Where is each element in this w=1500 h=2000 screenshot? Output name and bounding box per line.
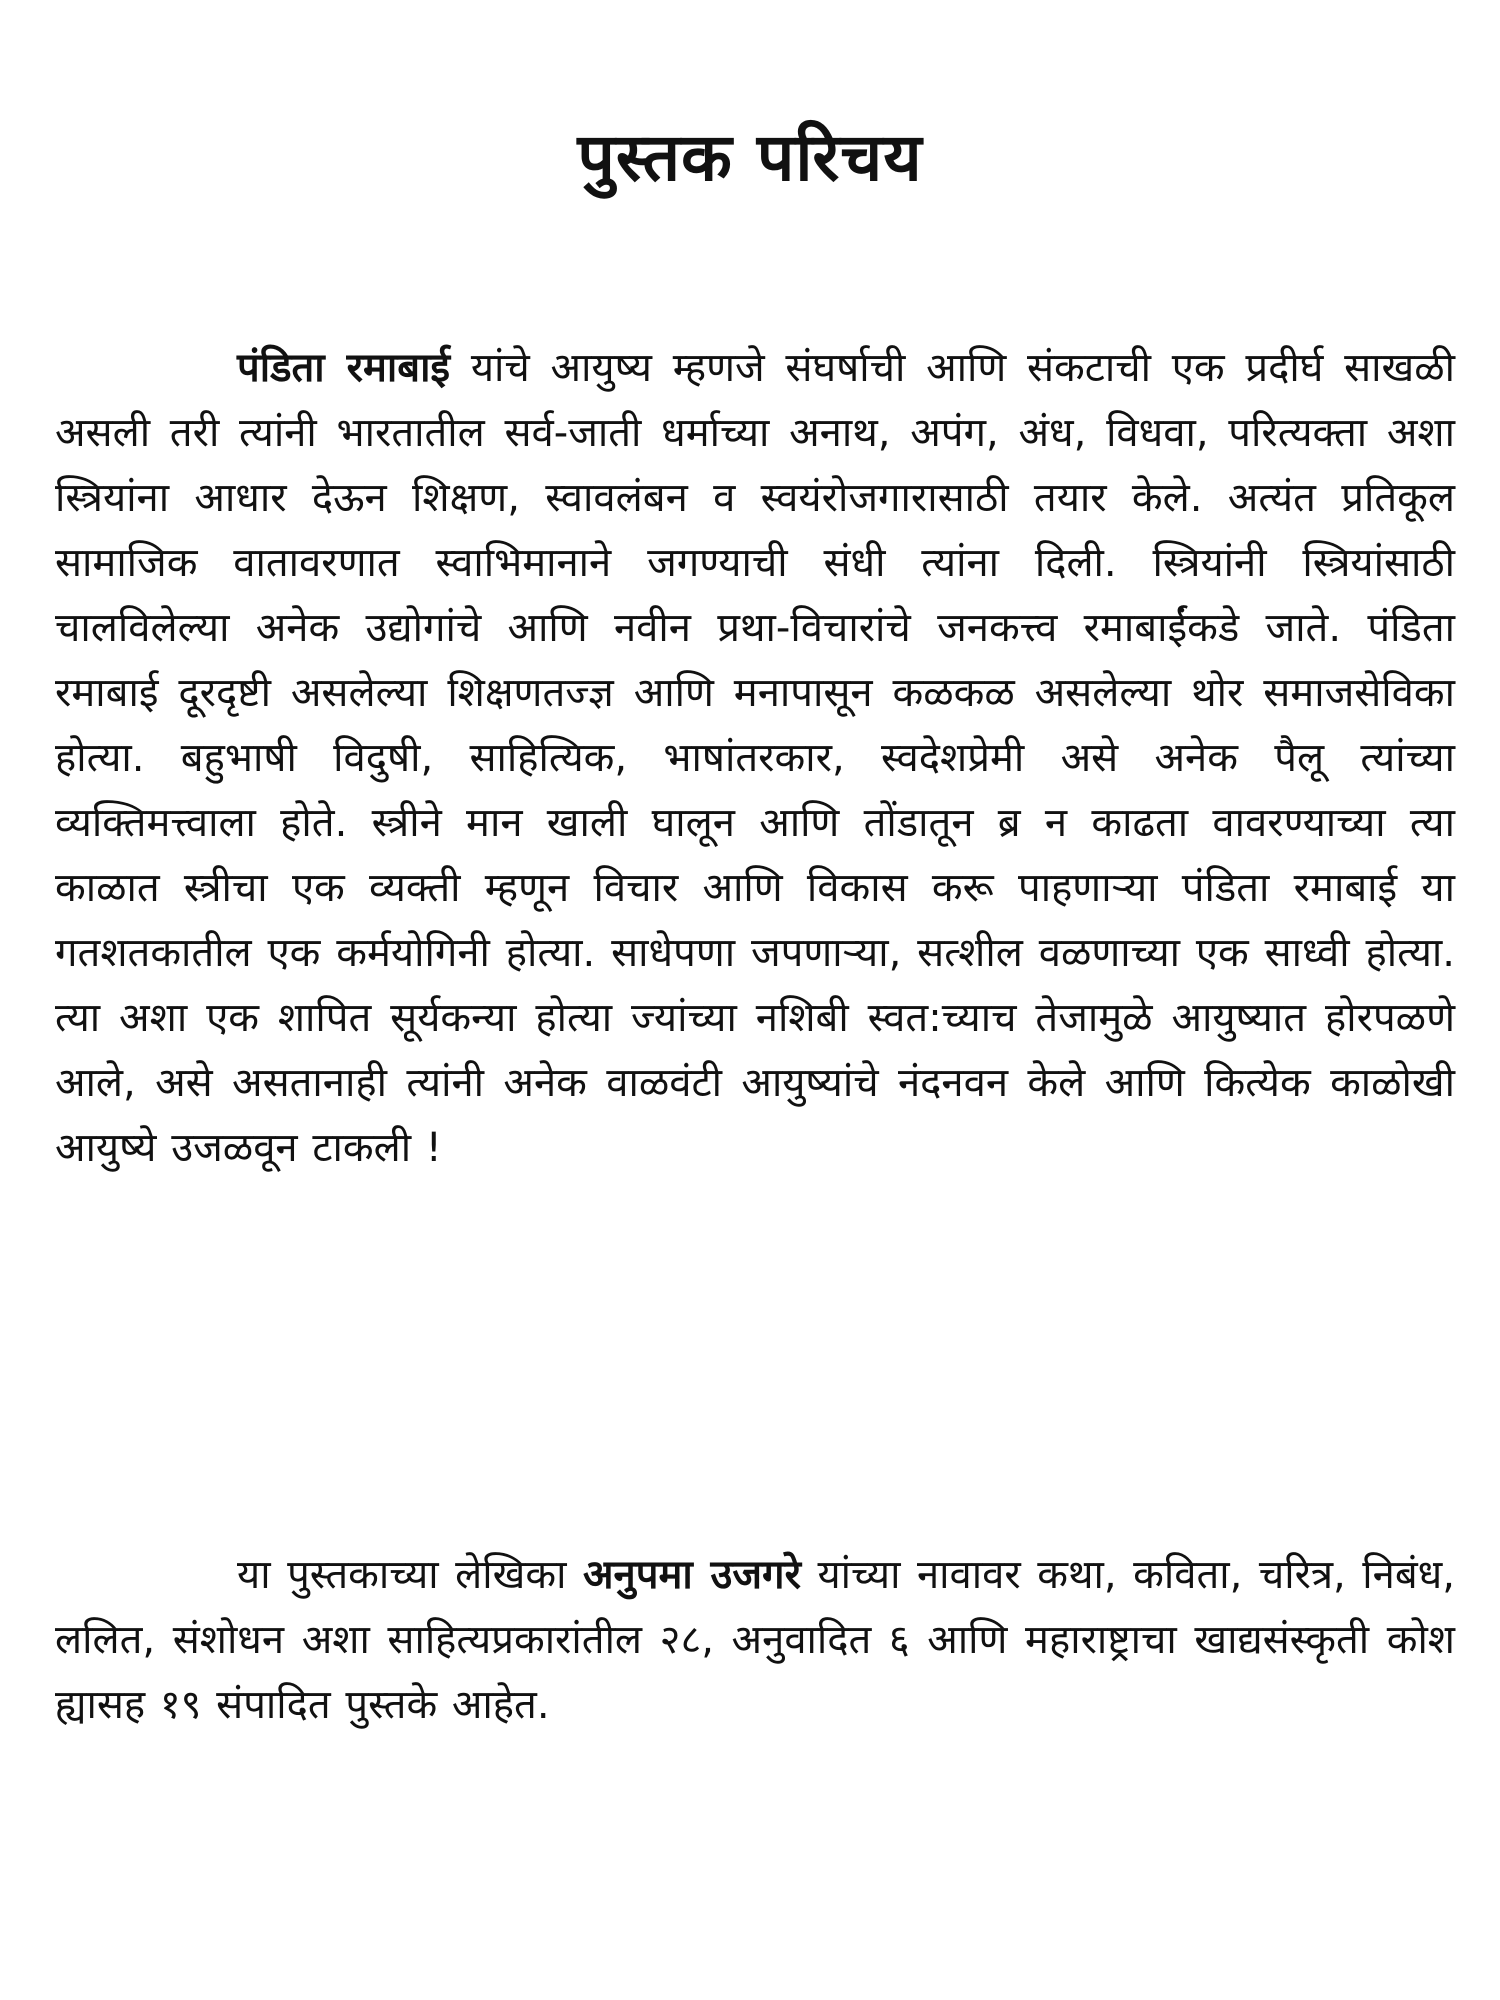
author-paragraph bbox=[55, 1543, 1455, 1738]
subject-name: पंडिता रमाबाई bbox=[237, 345, 451, 391]
author-paragraph-text: यांच्या नावावर कथा, कविता, चरित्र, निबंध, ललित, संशोधन अशा साहित्यप्रकारांतील २८, अनुवादित ६ आणि महाराष्ट्राचा खाद्यसंस्कृती कोश ह्यासह १९ संपादित पुस्तके आहेत. bbox=[55, 1552, 1455, 1728]
page-title: पुस्तक परिचय bbox=[577, 119, 923, 196]
intro-paragraph bbox=[55, 336, 1455, 1181]
intro-paragraph-text: यांचे आयुष्य म्हणजे संघर्षाची आणि संकटाची एक प्रदीर्घ साखळी असली तरी त्यांनी भारतातील सर्व-जाती धर्माच्या अनाथ, अपंग, अंध, विधवा, परित्यक्ता अशा स्त्रियांना आधार देऊन शिक्षण, स्वावलंबन व स्वयंरोजगारासाठी तयार केले. अत्यंत प्रतिकूल सामाजिक वातावरणात स्वाभिमानाने जगण्याची संधी त्यांना दिली. स्त्रियांनी स्त्रियांसाठी चालविलेल्या अनेक उद्योगांचे आणि नवीन प्रथा-विचारांचे जनकत्त्व रमाबाईंकडे जाते. पंडिता रमाबाई दूरदृष्टी असलेल्या शिक्षणतज्ज्ञ आणि मनापासून कळकळ असलेल्या थोर समाजसेविका होत्या. बहुभाषी विदुषी, साहित्यिक, भाषांतरकार, स्वदेशप्रेमी असे अनेक पैलू त्यांच्या व्यक्तिमत्त्वाला होते. स्त्रीने मान खाली घालून आणि तोंडातून ब्र न काढता वावरण्याच्या त्या काळात स्त्रीचा एक व्यक्ती म्हणून विचार आणि विकास करू पाहणाऱ्या पंडिता रमाबाई या गतशतकातील एक कर्मयोगिनी होत्या. साधेपणा जपणाऱ्या, सत्शील वळणाच्या एक साध्वी होत्या. त्या अशा एक शापित सूर्यकन्या होत्या ज्यांच्या नशिबी स्वत:च्याच तेजामुळे आयुष्यात होरपळणे आले, असे असतानाही त्यांनी अनेक वाळवंटी आयुष्यांचे नंदनवन केले आणि कित्येक काळोखी आयुष्ये उजळवून टाकली ! bbox=[55, 345, 1455, 1171]
author-name: अनुपमा उजगरे bbox=[582, 1552, 801, 1598]
author-paragraph-lead: या पुस्तकाच्या लेखिका bbox=[237, 1552, 583, 1598]
